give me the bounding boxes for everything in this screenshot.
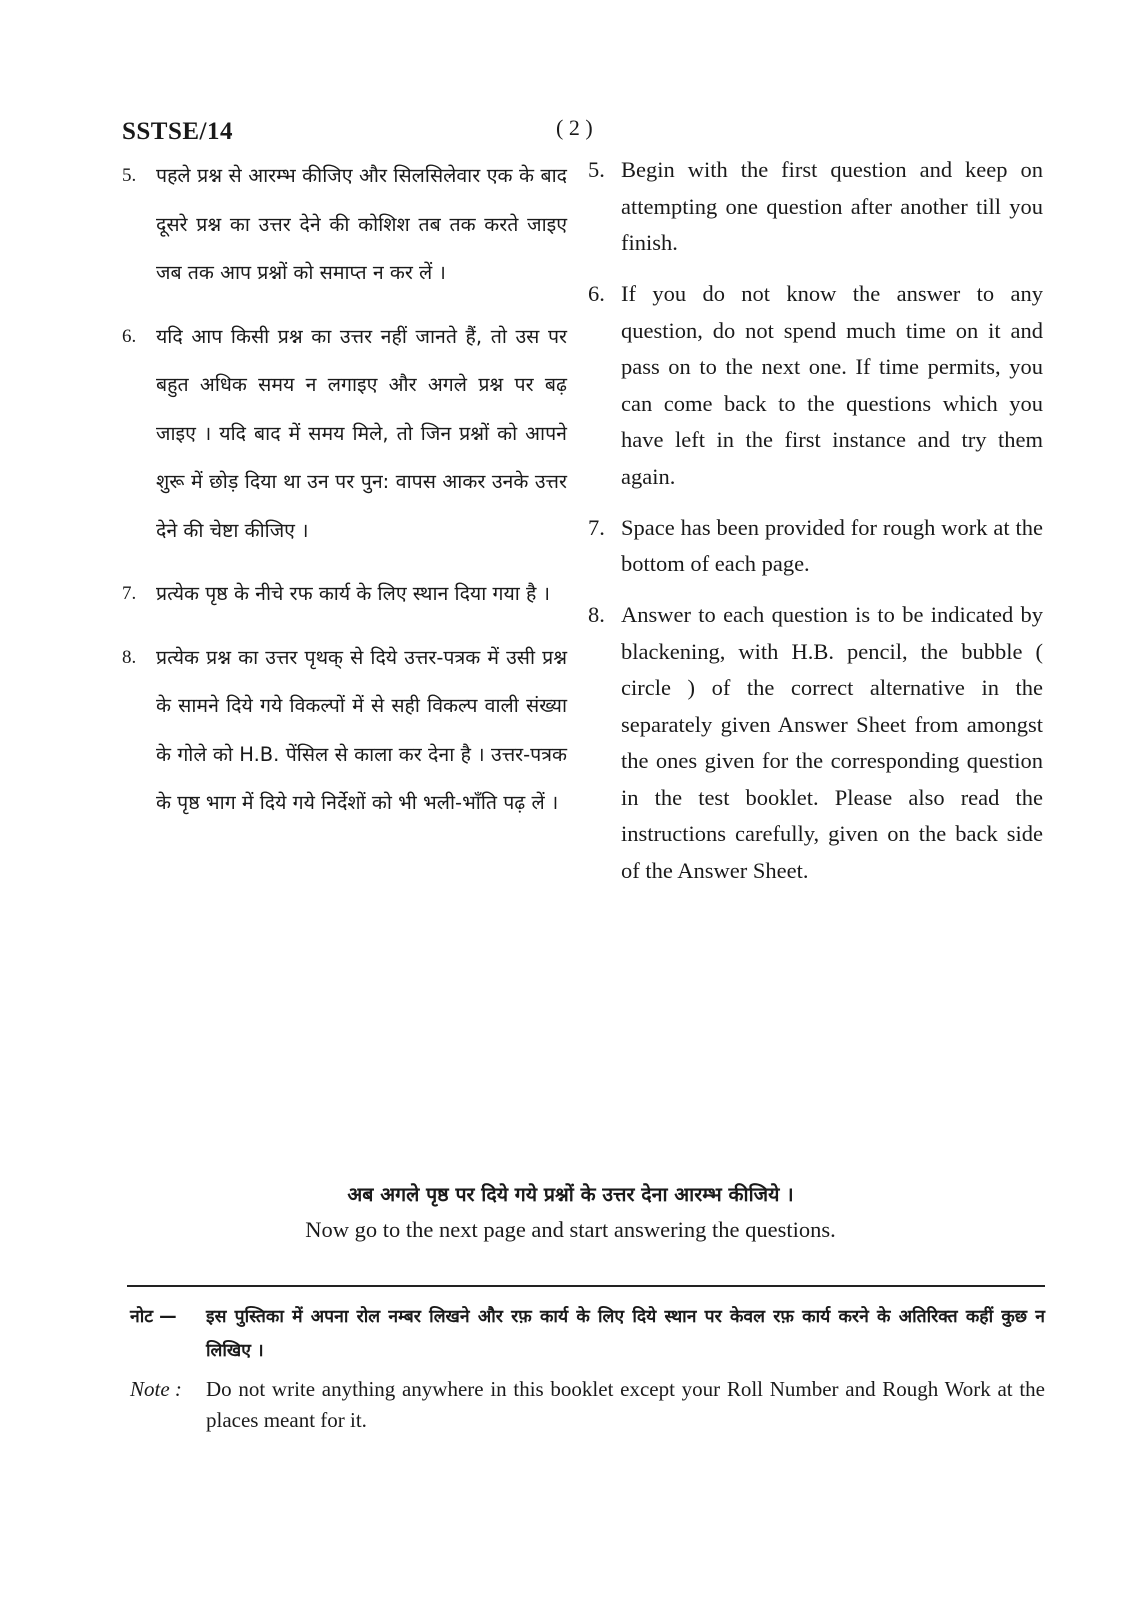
note-hindi-text: इस पुस्तिका में अपना रोल नम्बर लिखने और रफ़ कार्य के लिए दिये स्थान पर केवल रफ़ कार्य करने के अतिरिक्त कहीं कुछ न लिखिए । (206, 1307, 1045, 1361)
page-number: ( 2 ) (556, 115, 593, 140)
english-instruction-6 (588, 276, 1043, 495)
instruction-text: If you do not know the answer to any question, do not spend much time on it and pass on to the next one. If time permits, you can come back to the questions which you have left in the first instance and try them again. (621, 281, 1043, 489)
english-instruction-8 (588, 597, 1043, 889)
english-instruction-5 (588, 152, 1043, 262)
divider-line (127, 1285, 1045, 1287)
instruction-number: 8. (122, 646, 137, 668)
instruction-number: 7. (588, 514, 605, 540)
instruction-text: प्रत्येक पृष्ठ के नीचे रफ कार्य के लिए स्थान दिया गया है । (156, 582, 550, 605)
hindi-instruction-6 (122, 313, 567, 556)
hindi-instruction-7 (122, 570, 567, 619)
instruction-number: 5. (588, 157, 605, 182)
instruction-text: प्रत्येक प्रश्न का उत्तर पृथक् से दिये उत्तर-पत्रक में उसी प्रश्न के सामने दिये गये विकल्पों में से सही विकल्प वाली संख्या के गोले को H.B. पेंसिल से काला कर देना है । उत्तर-पत्रक के पृष्ठ भाग में दिये गये निर्देशों को भी भली-भाँति पढ़ लें । (156, 645, 567, 814)
hindi-instructions-column (122, 152, 567, 843)
instruction-text: यदि आप किसी प्रश्न का उत्तर नहीं जानते हैं, तो उस पर बहुत अधिक समय न लगाइए और अगले प्रश्न पर बढ़ जाइए । यदि बाद में समय मिले, तो जिन प्रश्नों को आपने शुरू में छोड़ दिया था उन पर पुन: वापस आकर उनके उत्तर देने की चेष्टा कीजिए । (156, 324, 567, 542)
note-hindi-label: नोट — (130, 1307, 177, 1327)
hindi-instruction-5 (122, 152, 567, 298)
note-hindi (130, 1300, 1045, 1368)
booklet-code: SSTSE/14 (122, 118, 234, 145)
closing-hindi: अब अगले पृष्ठ पर दिये गये प्रश्नों के उत्तर देना आरम्भ कीजिये । (347, 1183, 794, 1206)
instruction-text: Space has been provided for rough work at the bottom of each page. (621, 514, 1043, 576)
instruction-number: 7. (122, 583, 137, 604)
instruction-number: 6. (122, 325, 137, 347)
instruction-number: 6. (588, 281, 605, 306)
instruction-number: 5. (122, 165, 137, 186)
note-english-text: Do not write anything anywhere in this booklet except your Roll Number and Rough Work at the places meant for it. (206, 1377, 1045, 1432)
instruction-number: 8. (588, 602, 605, 627)
instruction-text: पहले प्रश्न से आरम्भ कीजिए और सिलसिलेवार एक के बाद दूसरे प्रश्न का उत्तर देने की कोशिश तब तक करते जाइए जब तक आप प्रश्नों को समाप्त न कर लें । (156, 164, 567, 284)
closing-english: Now go to the next page and start answering the questions. (305, 1217, 836, 1242)
instruction-text: Answer to each question is to be indicated by blackening, with H.B. pencil, the bubble ( circle ) of the correct alternative in the separately given Answer Sheet from amongst the ones given for the corresponding question in the test booklet. Please also read the instructions carefully, given on the back side of the Answer Sheet. (621, 602, 1043, 883)
instruction-text: Begin with the first question and keep on attempting one question after another till you finish. (621, 157, 1043, 255)
note-english (130, 1374, 1045, 1436)
note-english-label: Note : (130, 1377, 182, 1401)
hindi-instruction-8 (122, 634, 567, 828)
english-instructions-column (588, 152, 1043, 904)
english-instruction-7 (588, 510, 1043, 583)
